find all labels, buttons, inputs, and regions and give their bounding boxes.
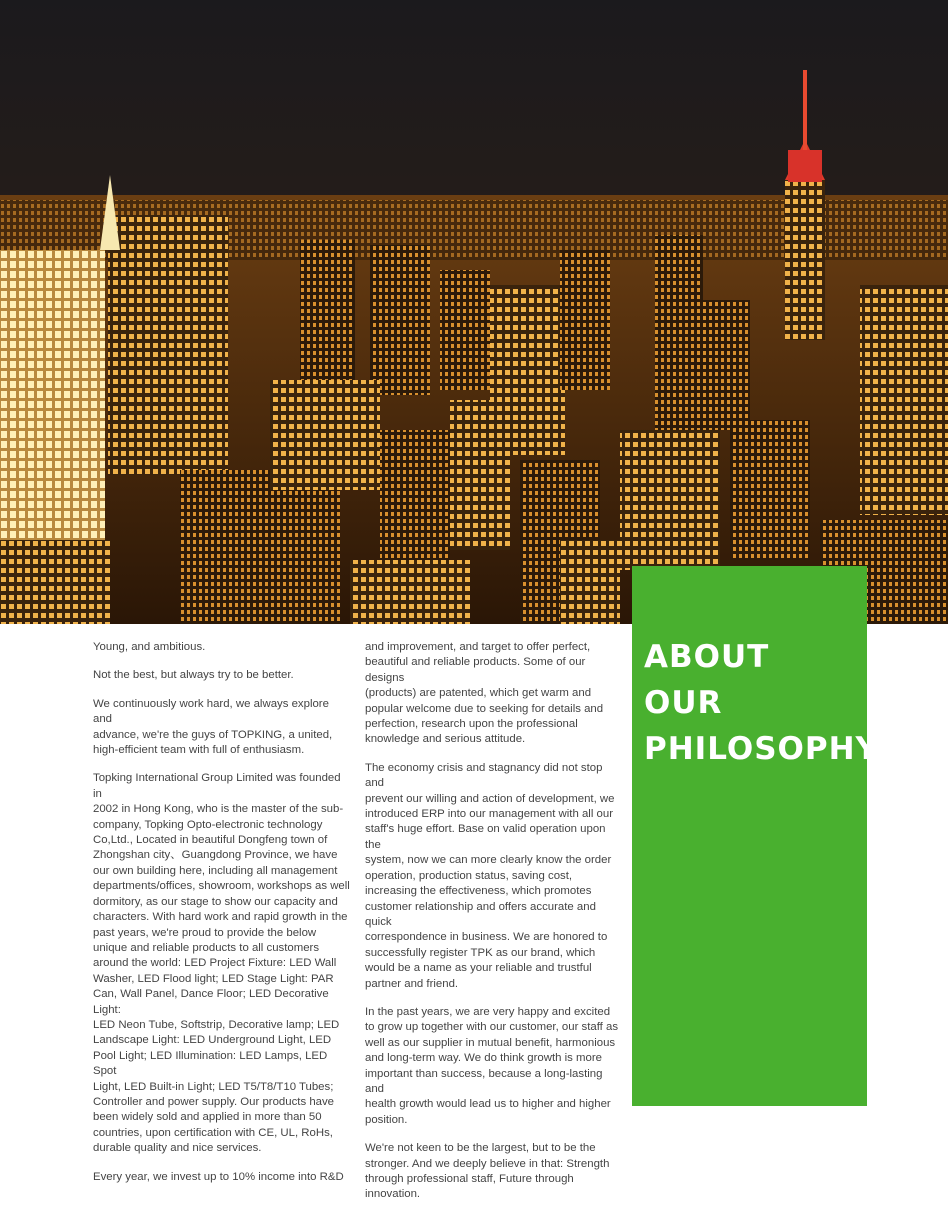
philosophy-title-box: [632, 566, 879, 1106]
text-column-left: [93, 640, 351, 1198]
paragraph: We continuously work hard, we always explore and advance, we're the guys of TOPKING, a united, high-efficient team with full of enthusiasm.: [93, 697, 333, 757]
paragraph: In the past years, we are very happy and excited to grow up together with our customer, our staff as well as our supplier in mutual benefit, harmonious and long-term way. We do think growth is more important than success, because a long-lasting and health growth would lead us to higher and higher position.: [365, 1005, 619, 1126]
paragraph: Young, and ambitious.: [93, 641, 206, 653]
paragraph: Every year, we invest up to 10% income into R&D: [93, 1170, 344, 1183]
paragraph: The economy crisis and stagnancy did not stop and prevent our willing and action of development, we introduced ERP into our management with all our staff's huge effort. Base on valid operation upon the system, now we can more clearly know the order operation, production status, saving cost, increasing the effectiveness, which promotes customer relationship and offers accurate and quick correspondence in business. We are honored to successfully register TPK as our brand, which would be a name as your reliable and trustful partner and friend.: [365, 761, 615, 990]
paragraph: We're not keen to be the largest, but to be the stronger. And we deeply believe in that: Strength through professional staff, Future through innovation.: [365, 1142, 610, 1201]
title-line: OUR: [644, 685, 723, 721]
text-column-middle: [365, 640, 620, 1216]
title-line: PHILOSOPHY: [644, 731, 879, 767]
title-line: ABOUT: [644, 639, 770, 675]
section-title: [644, 634, 879, 772]
paragraph: and improvement, and target to offer perfect, beautiful and reliable products. Some of our designs (products) are patented, which get warm and popular welcome due to seeking for details and perfection, research upon the professional knowledge and serious attitude.: [365, 641, 604, 746]
paragraph: Topking International Group Limited was founded in 2002 in Hong Kong, who is the master of the sub- company, Topking Opto-electronic technology Co,Ltd., Located in beautiful Dongfeng town of Zhongshan city、Guangdong Province, we have our own building here, including all management departments/offices, showroom, workshops as well dormitory, as our stage to show our capacity and characters. With hard work and rapid growth in the past years, we're proud to provide the below unique and reliable products to all customers around the world: LED Project Fixture: LED Wall Washer, LED Flood light; LED Stage Light: PAR Can, Wall Panel, Dance Floor; LED Decorative Light: LED Neon Tube, Softstrip, Decorative lamp; LED Landscape Light: LED Underground Light, LED Pool Light; LED Illumination: LED Lamps, LED Spot Light, LED Built-in Light; LED T5/T8/T10 Tubes; Controller and power supply. Our products have been widely sold and applied in more than 50 countries, upon certification with CE, UL, RoHs, durable quality and nice services.: [93, 772, 350, 1155]
paragraph: Not the best, but always try to be better.: [93, 669, 294, 682]
